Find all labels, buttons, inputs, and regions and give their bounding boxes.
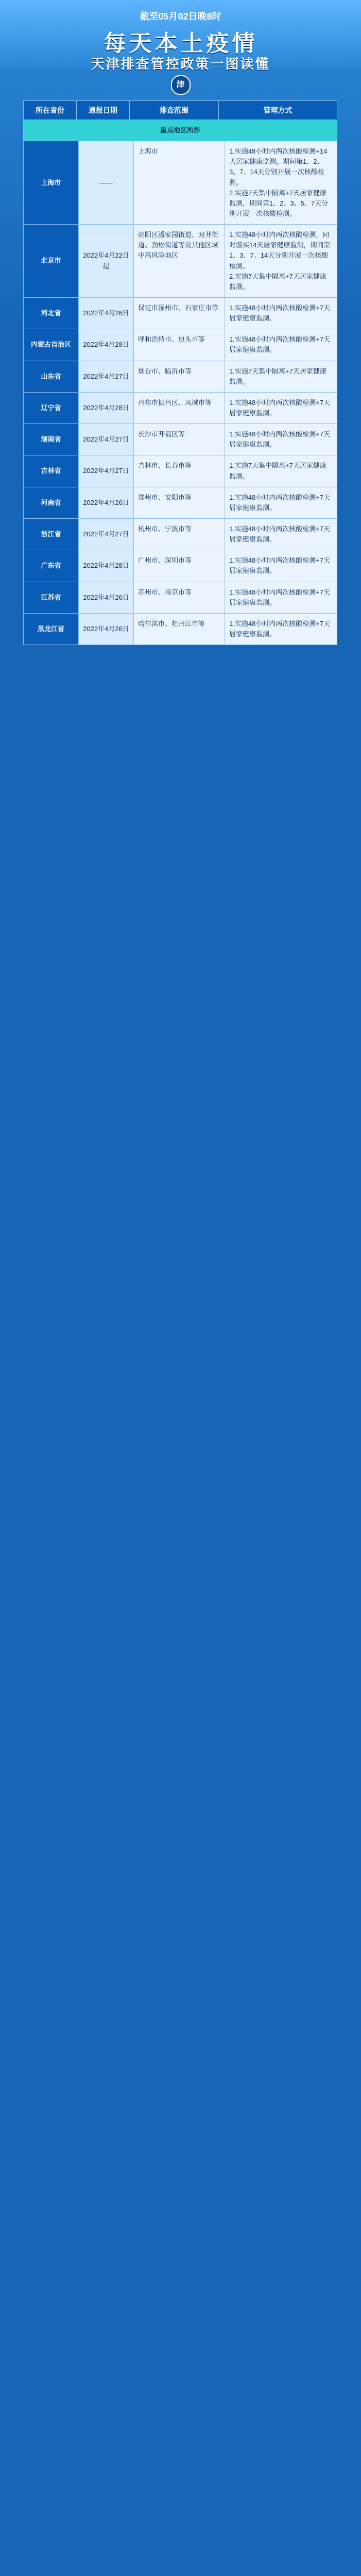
cell-date: 2022年4月26日 <box>79 614 134 645</box>
table-row <box>23 361 337 393</box>
table-row <box>23 455 337 487</box>
cell-manage: 1.实施48小时内两次核酸检测+7天居家健康监测。 <box>229 493 331 512</box>
cell-area: 郑州市、安阳市等 <box>134 487 225 518</box>
cell-prov: 吉林省 <box>24 455 79 486</box>
cell-date: 2022年4月26日 <box>79 487 134 518</box>
table-row <box>23 141 337 225</box>
col-date: 通报日期 <box>77 101 130 120</box>
cell-manage: 1.实施48小时内两次核酸检测+7天居家健康监测。 <box>229 588 331 606</box>
cell-prov: 辽宁省 <box>24 393 79 423</box>
table-row <box>23 519 337 550</box>
cell-prov: 广东省 <box>24 550 79 581</box>
cell-manage: 1.实施48小时内两次核酸检测+7天居家健康监测。 <box>229 335 331 354</box>
cell-prov: 内蒙古自治区 <box>24 329 79 360</box>
cell-date: 2022年4月26日 <box>79 298 134 329</box>
cell-prov: 浙江省 <box>24 519 79 550</box>
cell-area: 呼和浩特市、包头市等 <box>134 329 225 360</box>
cell-date: 2022年4月27日 <box>79 455 134 486</box>
policy-table <box>23 100 337 645</box>
area-head: 重点地区所涉 <box>24 120 337 141</box>
cell-prov: 上海市 <box>24 141 79 224</box>
cell-manage: 1.实施48小时内两次核酸检测，同时落实14天居家健康监测，期间第1、3、7、14天分别开展一次核酸检测。 2.实施7天集中隔离+7天居家健康监测。 <box>229 231 331 291</box>
cell-prov: 黑龙江省 <box>24 614 79 645</box>
cell-manage: 1.实施48小时内两次核酸检测+7天居家健康监测。 <box>229 619 331 638</box>
cell-prov: 北京市 <box>24 225 79 297</box>
col-area: 排查范围 <box>130 101 219 120</box>
cell-prov: 河北省 <box>24 298 79 329</box>
table-row <box>23 424 337 455</box>
table-rows <box>23 141 337 645</box>
cell-area: 保定市涿州市、石家庄市等 <box>134 298 225 329</box>
cell-date: 2022年4月22日起 <box>79 225 134 297</box>
cell-area: 长沙市开福区等 <box>134 424 225 455</box>
table-row <box>23 225 337 298</box>
cell-manage: 1.实施48小时内两次核酸检测+14天居家健康监测，期间第1、2、3、7、14天分别开展一次核酸检测。 2.实施7天集中隔离+7天居家健康监测，期间第1、2、3、5、7天分别开展一次核酸检测。 <box>229 147 329 217</box>
cell-date: 2022年4月28日 <box>79 550 134 581</box>
table-row <box>23 329 337 361</box>
cell-area: 吉林市、长春市等 <box>134 455 225 486</box>
cell-area: 苏州市、南京市等 <box>134 582 225 613</box>
cell-date: 2022年4月27日 <box>79 424 134 455</box>
cell-area: 广州市、深圳市等 <box>134 550 225 581</box>
table-row <box>23 582 337 614</box>
cell-manage: 1.实施7天集中隔离+7天居家健康监测。 <box>229 367 326 385</box>
cell-prov: 河南省 <box>24 487 79 518</box>
table-row <box>23 393 337 424</box>
cell-area: 杭州市、宁波市等 <box>134 519 225 550</box>
cell-manage: 1.实施7天集中隔离+7天居家健康监测。 <box>229 462 326 480</box>
table-row <box>23 550 337 582</box>
col-manage: 管理方式 <box>263 106 293 114</box>
area-head-row <box>23 120 337 141</box>
cell-prov: 江苏省 <box>24 582 79 613</box>
page-title: 每天本土疫情 <box>103 31 258 56</box>
date-line: 截至05月02日晚8时 <box>140 11 221 22</box>
cell-date: 2022年4月28日 <box>79 393 134 423</box>
table-row <box>23 614 337 645</box>
cell-area: 哈尔滨市、牡丹江市等 <box>134 614 225 645</box>
cell-area: 丹东市振兴区、凤城市等 <box>134 393 225 423</box>
table-row <box>23 487 337 519</box>
badge-icon: 津 <box>171 75 191 95</box>
cell-prov: 山东省 <box>24 361 79 392</box>
cell-date: —— <box>79 141 134 224</box>
cell-manage: 1.实施48小时内两次核酸检测+7天居家健康监测。 <box>229 556 331 575</box>
cell-manage: 1.实施48小时内两次核酸检测+7天居家健康监测。 <box>229 398 331 417</box>
cell-area: 烟台市、临沂市等 <box>134 361 225 392</box>
page-subtitle: 天津排查管控政策一图读懂 <box>91 56 270 72</box>
cell-prov: 湖南省 <box>24 424 79 455</box>
cell-manage: 1.实施48小时内两次核酸检测+7天居家健康监测。 <box>229 524 331 544</box>
col-prov: 所在省份 <box>24 101 77 120</box>
cell-area: 朝阳区潘家园街道、双井街道、劲松街道等及其他区域中高风险地区 <box>134 225 225 297</box>
cell-area: 上海市 <box>134 141 225 224</box>
table-row <box>23 298 337 329</box>
table-header <box>23 100 337 120</box>
cell-date: 2022年4月26日 <box>79 582 134 613</box>
cell-date: 2022年4月28日 <box>79 329 134 360</box>
cell-date: 2022年4月27日 <box>79 361 134 392</box>
cell-manage: 1.实施48小时内两次核酸检测+7天居家健康监测。 <box>229 430 331 449</box>
cell-date: 2022年4月27日 <box>79 519 134 550</box>
cell-manage: 1.实施48小时内两次核酸检测+7天居家健康监测。 <box>229 303 331 323</box>
